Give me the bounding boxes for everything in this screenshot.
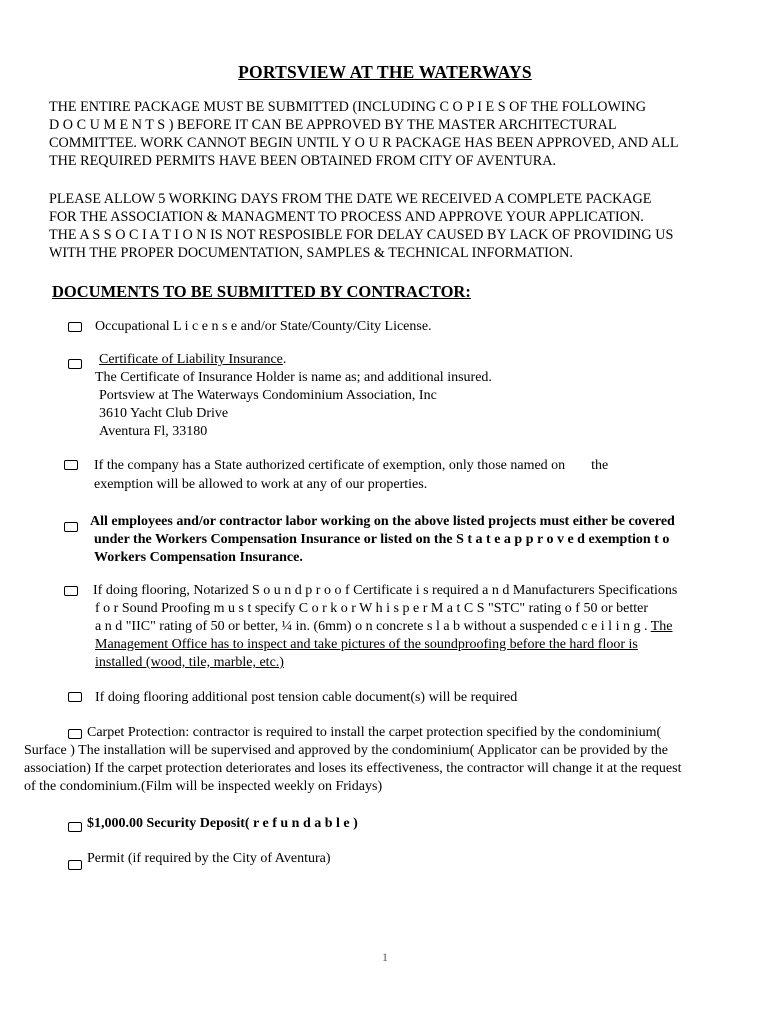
checkbox-liability-insurance[interactable] xyxy=(68,359,82,369)
item-security-deposit: $1,000.00 Security Deposit( r e f u n d a b l e ) xyxy=(87,816,358,831)
item-workers-compensation: All employees and/or contractor labor working on the above listed projects must either be covered under the Workers Compensation Insurance or listed on the S t a t e a p p r o v e d exemption t o Workers Compensation Insurance. xyxy=(90,514,675,565)
checkbox-post-tension[interactable] xyxy=(68,692,82,702)
item-permit: Permit (if required by the City of Aventura) xyxy=(87,851,331,866)
item-carpet-protection: Carpet Protection: contractor is required to install the carpet protection specified by the condominium( Surface ) The installation will be supervised and approved by the condominium( Applicator can be provided by the association) If the carpet protection deteriorates and loses its effectiveness, the contractor will change it at the request of the condominium.(Film will be inspected weekly on Fridays) xyxy=(24,725,682,794)
item-post-tension: If doing flooring additional post tension cable document(s) will be required xyxy=(95,690,518,705)
checkbox-workers-compensation[interactable] xyxy=(64,522,78,532)
item-exemption: If the company has a State authorized certificate of exemption, only those named on the exemption will be allowed to work at any of our properties. xyxy=(94,458,609,492)
section-heading: DOCUMENTS TO BE SUBMITTED BY CONTRACTOR: xyxy=(52,282,471,301)
intro-paragraph-1: THE ENTIRE PACKAGE MUST BE SUBMITTED (INCLUDING C O P I E S OF THE FOLLOWING D O C U M E N T S ) BEFORE IT CAN BE APPROVED BY THE MASTER ARCHITECTURAL COMMITTEE. WORK CANNOT BEGIN UNTIL Y O U R PACKAGE HAS BEEN APPROVED, AND ALL THE REQUIRED PERMITS HAVE BEEN OBTAINED FROM CITY OF AVENTURA. xyxy=(49,99,679,169)
document-title: PORTSVIEW AT THE WATERWAYS xyxy=(238,62,532,82)
intro-paragraph-2: PLEASE ALLOW 5 WORKING DAYS FROM THE DATE WE RECEIVED A COMPLETE PACKAGE FOR THE ASSOCIATION & MANAGMENT TO PROCESS AND APPROVE YOUR APPLICATION. THE A S S O C I A T I O N IS NOT RESPOSIBLE FOR DELAY CAUSED BY LACK OF PROVIDING US WITH THE PROPER DOCUMENTATION, SAMPLES & TECHNICAL INFORMATION. xyxy=(49,191,674,261)
checkbox-permit[interactable] xyxy=(68,860,82,870)
page-number: 1 xyxy=(382,950,388,964)
checkbox-exemption[interactable] xyxy=(64,460,78,470)
checkbox-security-deposit[interactable] xyxy=(68,822,82,832)
item-occupational-license: Occupational L i c e n s e and/or State/County/City License. xyxy=(95,319,432,334)
item-soundproof: If doing flooring, Notarized S o u n d p r o o f Certificate i s required a n d Manufacturers Specifications f o r Sound Proofing m u s t specify C o r k o r W h i s p e r M a t C S "STC" rating o f 50 or better a n d "IIC" rating of 50 or better, ¼ in. (6mm) o n concrete s l a b without a suspended c e i l i n g . The Management Office has to inspect and take pictures of the soundproofing before the hard floor is installed (wood, tile, marble, etc.) xyxy=(93,583,678,670)
item-liability-insurance: Certificate of Liability Insurance. The Certificate of Insurance Holder is name as; and additional insured. Portsview at The Waterways Condominium Association, Inc 3610 Yacht Club Drive Aventura Fl, 33180 xyxy=(95,352,492,439)
checkbox-occupational-license[interactable] xyxy=(68,322,82,332)
checkbox-soundproof[interactable] xyxy=(64,586,78,596)
